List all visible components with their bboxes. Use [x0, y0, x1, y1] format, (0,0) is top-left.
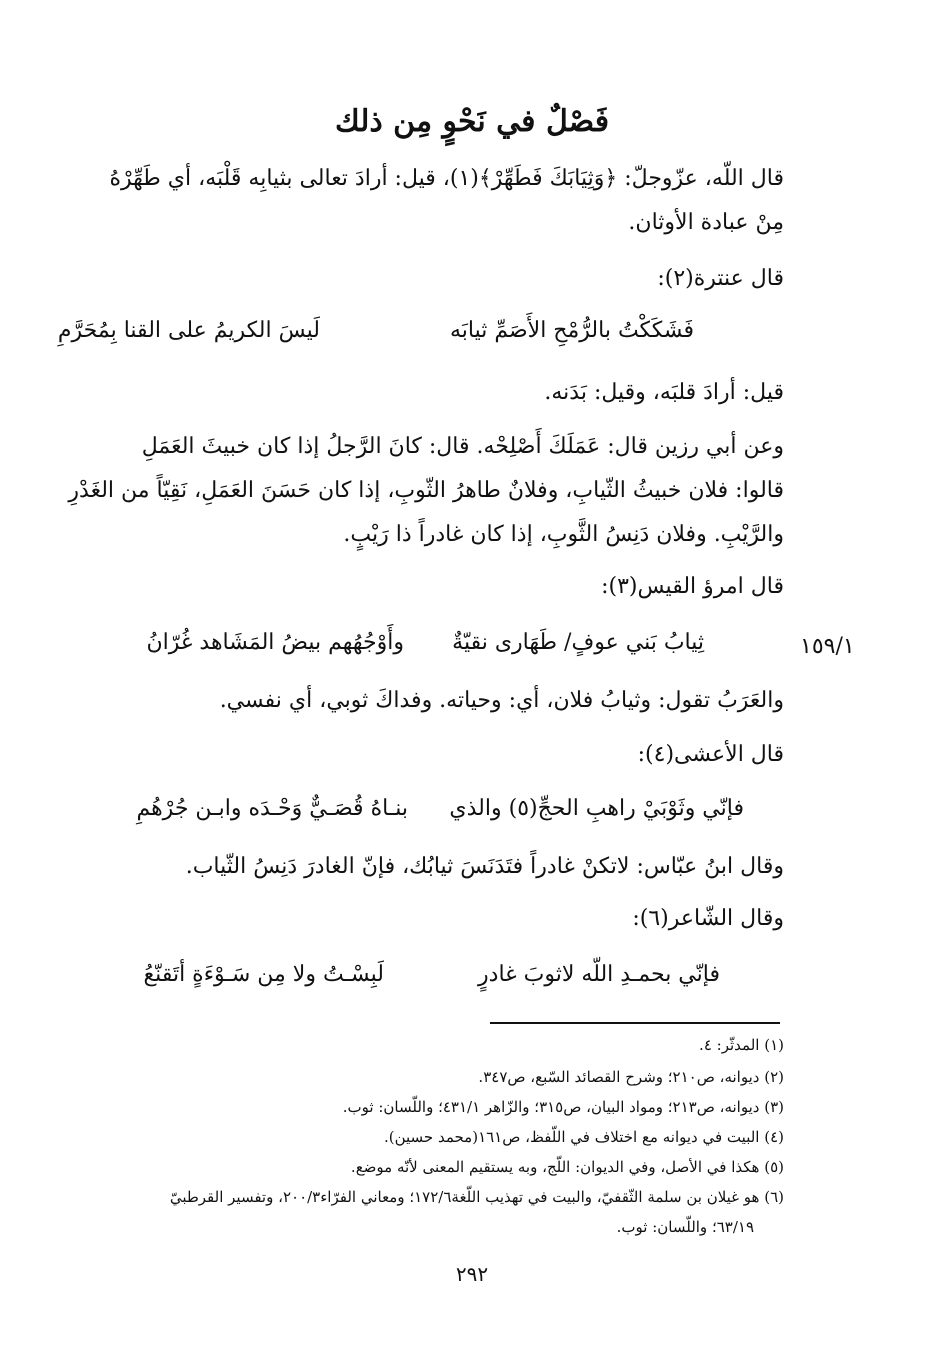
verse-second-hemistich: لَيسَ الكريمُ على القنا بِمُحَرَّمِ	[57, 318, 320, 343]
verse-second-hemistich: لَبِسْـتُ ولا مِن سَـوْءَةٍ أتَقنّعُ	[143, 962, 384, 987]
paragraph-line: وقال ابنُ عبّاس: لاتكنْ غادراً فتَدَنَسَ ثيابُك، فإنّ الغادرَ دَنِسُ الثّياب.	[185, 854, 784, 879]
footnote: (٥) هكذا في الأصل، وفي الديوان: اللّج، وبه يستقيم المعنى لأنّه موضع.	[350, 1158, 784, 1176]
footnote: (٤) البيت في ديوانه مع اختلاف في اللّفظ، ص١٦١(محمد حسين).	[383, 1128, 784, 1146]
paragraph-line: مِنْ عبادة الأوثان.	[628, 210, 784, 235]
poet-attribution: قال عنترة(٢):	[657, 266, 784, 291]
footnote-continuation: ٦٣/١٩؛ واللّسان: ثوب.	[616, 1218, 754, 1236]
verse-first-hemistich: فَشَكَكْتُ بالرُّمْحِ الأَصَمِّ ثيابَه	[449, 318, 694, 343]
footnote: (١) المدثّر: ٤.	[699, 1036, 784, 1054]
paragraph-line: قالوا: فلان خبيثُ الثّيابِ، وفلانٌ طاهرُ الثّوبِ، إذا كان حَسَنَ العَمَلِ، نَقِيّاً من الغَدْرِ	[68, 478, 784, 503]
paragraph-line: والعَرَبُ تقول: وثيابُ فلان، أي: وحياته. وفداكَ ثوبي، أي نفسي.	[219, 688, 784, 713]
paragraph-line: والرَّيْبِ. وفلان دَنِسُ الثَّوبِ، إذا كان غادراً ذا رَيْبٍ.	[343, 522, 784, 547]
verse-first-hemistich: ثِيابُ بَني عوفٍ/ طَهَارى نقيّةٌ	[452, 630, 704, 655]
verse-first-hemistich: فإنّي وثَوْبَيْ راهبِ الحجِّ(٥) والذي	[449, 796, 744, 821]
verse-first-hemistich: فإنّي بحمـدِ اللّه لاثوبَ غادرٍ	[478, 962, 720, 987]
section-title: فَصْلٌ في نَحْوٍ مِن ذلك	[334, 104, 610, 139]
poet-attribution: قال امرؤ القيس(٣):	[601, 574, 784, 599]
paragraph-line: قيل: أرادَ قلبَه، وقيل: بَدَنه.	[544, 380, 784, 405]
verse-second-hemistich: بنـاهُ قُصَـيٌّ وَحْـدَه وابـن جُرْهُمِ	[136, 796, 408, 821]
footnote: (٣) ديوانه، ص٢١٣؛ ومواد البيان، ص٣١٥؛ والزّاهر ٤٣١/١؛ واللّسان: ثوب.	[342, 1098, 784, 1116]
footnote-separator	[490, 1022, 780, 1024]
paragraph-line: قال اللّه، عزّوجلّ: ﴿وَثِيَابَكَ فَطَهِّرْ﴾(١)، قيل: أرادَ تعالى بثيابِه قَلْبَه، أي طَهِّرْهُ	[109, 166, 784, 191]
poet-attribution: قال الأعشى(٤):	[637, 742, 784, 767]
footnote: (٢) ديوانه، ص٢١٠؛ وشرح القصائد السّبع، ص٣٤٧.	[478, 1068, 784, 1086]
footnote: (٦) هو غيلان بن سلمة الثّقفيّ، والبيت في تهذيب اللّغة١٧٢/٦؛ ومعاني الفرّاء٢٠٠/٣، وتفسير القرطبيّ	[169, 1188, 784, 1206]
paragraph-line: وعن أبي رزين قال: عَمَلَكَ أَصْلِحْه. قال: كانَ الرَّجلُ إذا كان خبيثَ العَمَلِ	[141, 434, 784, 459]
margin-manuscript-ref: ١٥٩/١	[800, 634, 855, 659]
page-number: ٢٩٢	[455, 1262, 489, 1286]
verse-second-hemistich: وأَوْجُهُهم بيضُ المَشَاهد غُرّانُ	[146, 630, 404, 655]
poet-attribution: وقال الشّاعر(٦):	[632, 906, 784, 931]
